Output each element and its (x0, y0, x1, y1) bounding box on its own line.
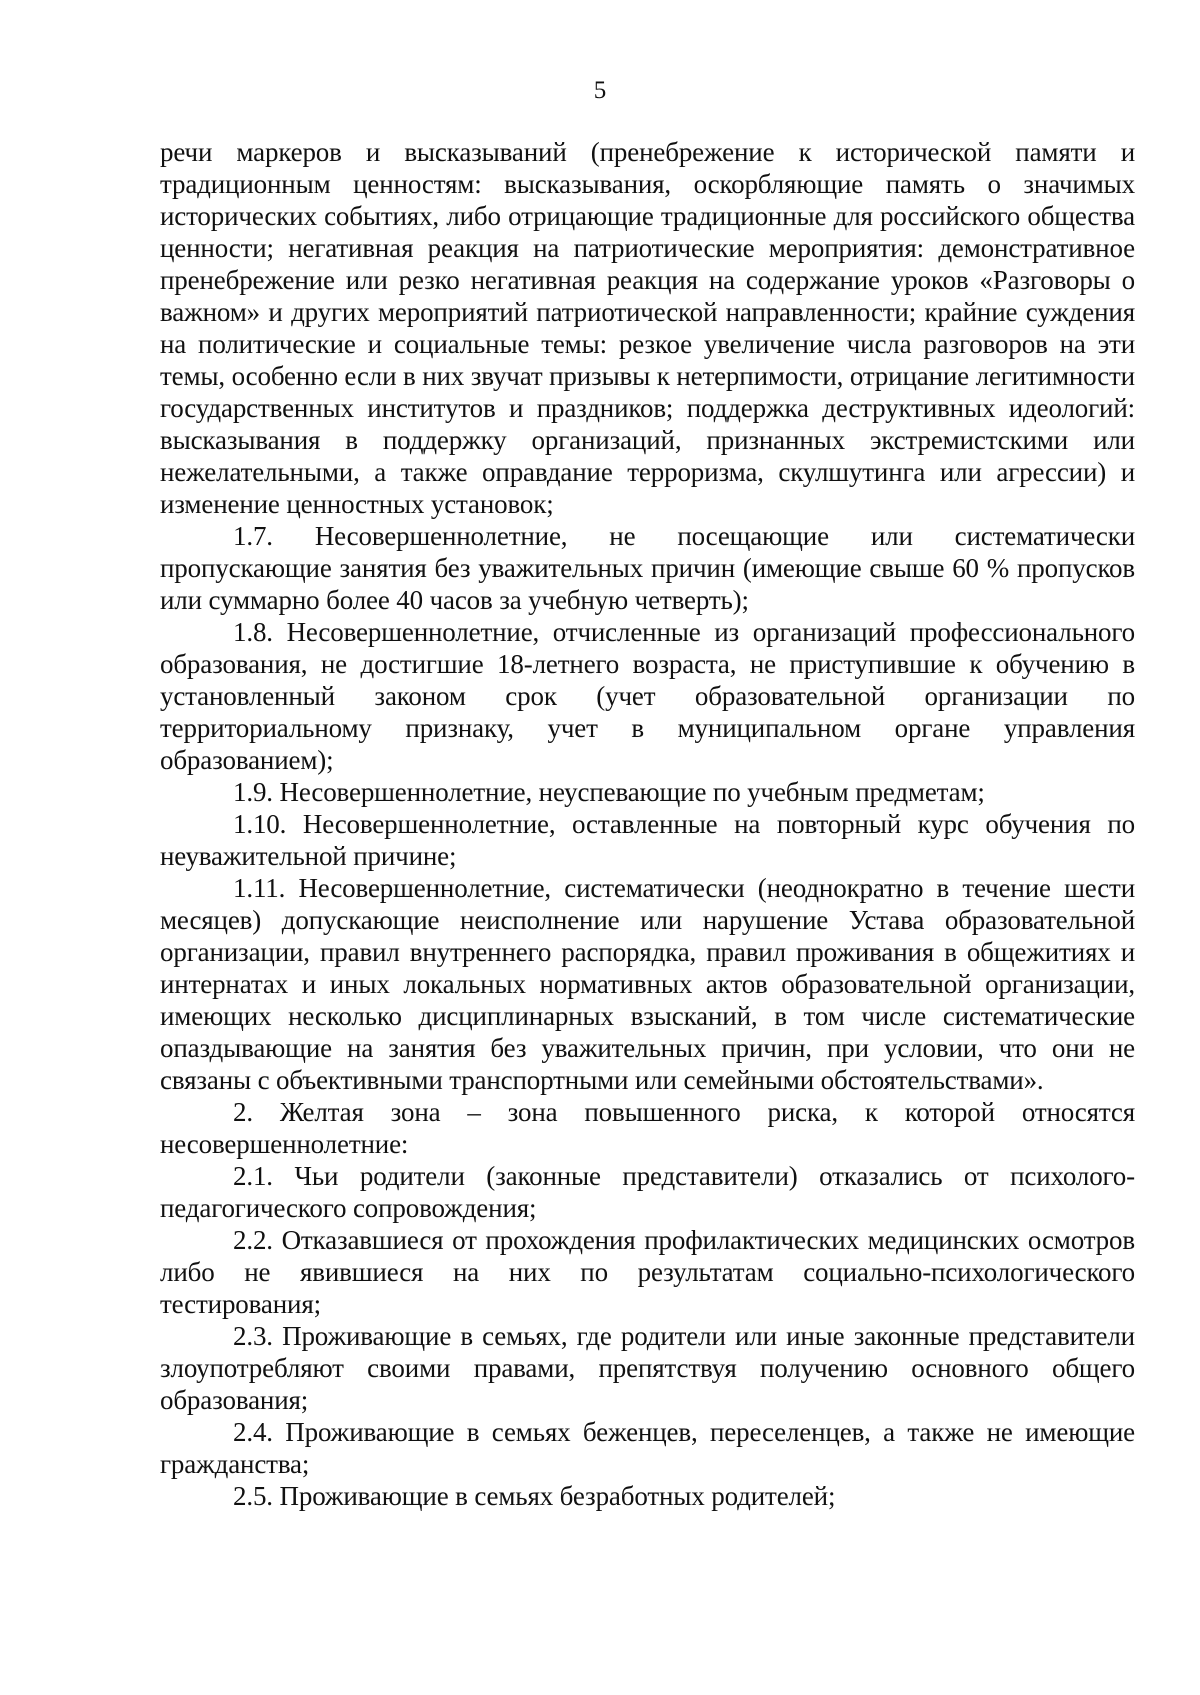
paragraph-item-1-10: 1.10. Несовершеннолетние, оставленные на повторный курс обучения по неуважительной причине; (160, 809, 1135, 871)
paragraph-item-2-2: 2.2. Отказавшиеся от прохождения профилактических медицинских осмотров либо не явившиеся на них по результатам социально-психологического тестирования; (160, 1225, 1135, 1319)
paragraph-item-1-7: 1.7. Несовершеннолетние, не посещающие или систематически пропускающие занятия без уважительных причин (имеющие свыше 60 % пропусков или суммарно более 40 часов за учебную четверть); (160, 521, 1135, 615)
page-number: 5 (593, 77, 607, 104)
paragraph-item-2-1: 2.1. Чьи родители (законные представители) отказались от психолого-педагогического сопровождения; (160, 1161, 1135, 1223)
paragraph-item-1-9: 1.9. Несовершеннолетние, неуспевающие по учебным предметам; (233, 777, 985, 807)
paragraph-item-2-3: 2.3. Проживающие в семьях, где родители или иные законные представители злоупотребляют своими правами, препятствуя получению основного общего образования; (160, 1321, 1135, 1415)
paragraph-item-1-11: 1.11. Несовершеннолетние, систематически (неоднократно в течение шести месяцев) допускающие неисполнение или нарушение Устава образовательной организации, правил внутреннего распорядка, правил проживания в общежитиях и интернатах и иных локальных нормативных актов образовательной организации, имеющих несколько дисциплинарных взысканий, в том числе систематические опаздывающие на занятия без уважительных причин, при условии, что они не связаны с объективными транспортными или семейными обстоятельствами». (160, 873, 1135, 1095)
document-body (160, 136, 1135, 1512)
paragraph-item-2: 2. Желтая зона – зона повышенного риска, к которой относятся несовершеннолетние: (160, 1097, 1135, 1159)
paragraph-item-2-4: 2.4. Проживающие в семьях беженцев, переселенцев, а также не имеющие гражданства; (160, 1417, 1135, 1479)
paragraph-item-1-8: 1.8. Несовершеннолетние, отчисленные из организаций профессионального образования, не достигшие 18-летнего возраста, не приступившие к обучению в установленный законом срок (учет образовательной организации по территориальному признаку, учет в муниципальном органе управления образованием); (160, 617, 1135, 775)
paragraph-continuation: речи маркеров и высказываний (пренебрежение к исторической памяти и традиционным ценностям: высказывания, оскорбляющие память о значимых исторических событиях, либо отрицающие традиционные для российского общества ценности; негативная реакция на патриотические мероприятия: демонстративное пренебрежение или резко негативная реакция на содержание уроков «Разговоры о важном» и других мероприятий патриотической направленности; крайние суждения на политические и социальные темы: резкое увеличение числа разговоров на эти темы, особенно если в них звучат призывы к нетерпимости, отрицание легитимности государственных институтов и праздников; поддержка деструктивных идеологий: высказывания в поддержку организаций, признанных экстремистскими или нежелательными, а также оправдание терроризма, скулшутинга или агрессии) и изменение ценностных установок; (160, 137, 1135, 519)
paragraph-item-2-5: 2.5. Проживающие в семьях безработных родителей; (233, 1481, 836, 1511)
